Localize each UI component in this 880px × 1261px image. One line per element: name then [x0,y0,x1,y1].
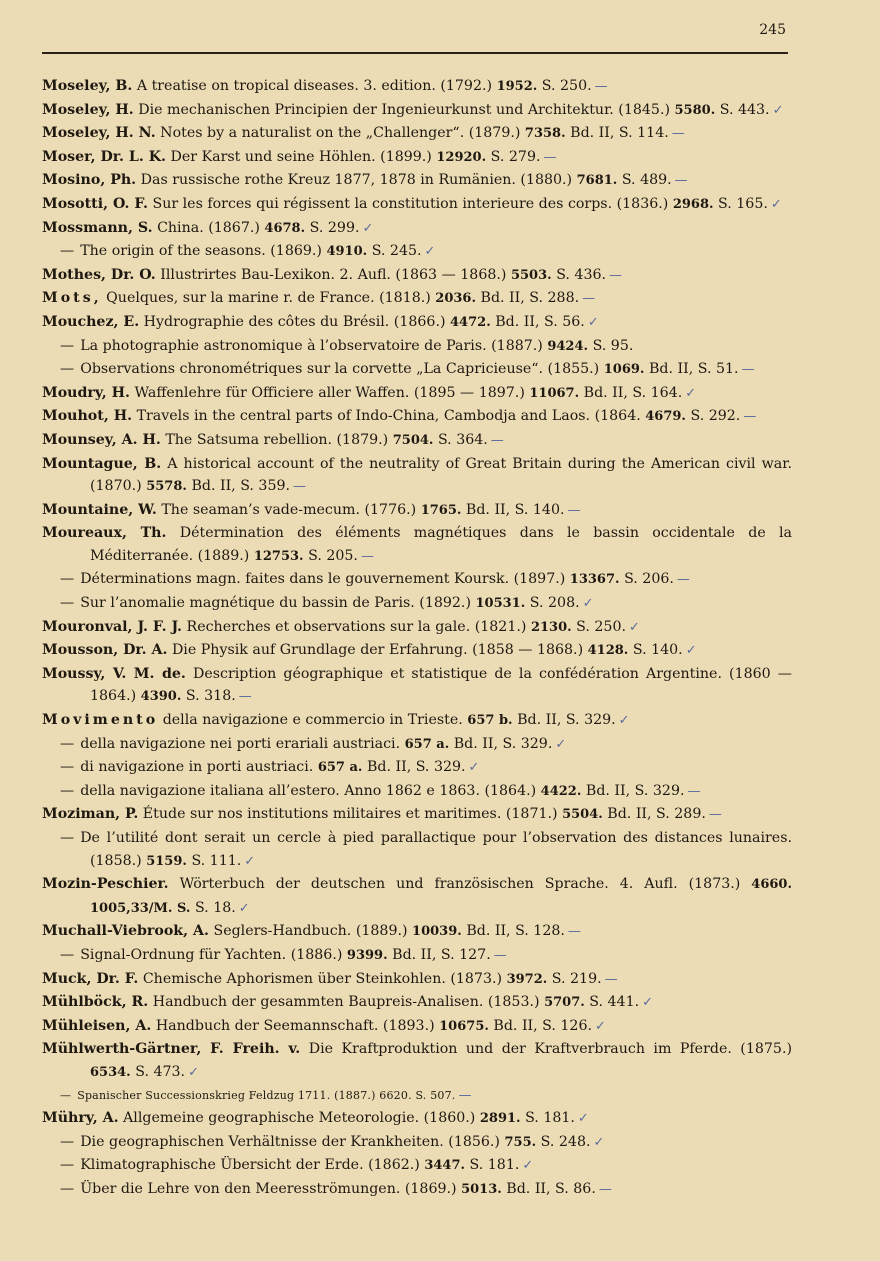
check-mark-icon: ✓ [555,736,567,752]
tick-dash-icon: — [360,548,374,564]
ditto-dash: — [60,1157,75,1174]
catalog-number: 755. [504,1134,537,1150]
page-reference: Bd. II, S. 329. [366,759,466,776]
entry-title: Recherches et observations sur la gale. (1821.) [186,618,527,635]
page-reference: S. 165. [718,195,768,212]
check-mark-icon: ✓ [522,1158,534,1174]
entry-title: A treatise on tropical diseases. 3. edition. (1792.) [136,78,493,94]
entry-title: Sur l’anomalie magnétique du bassin de Paris. (1892.) [80,595,471,612]
entry-author: Moudry, H. [42,384,130,401]
tick-dash-icon: — [741,362,755,378]
sub-entry [42,780,792,804]
catalog-entry [42,663,792,709]
page-reference: S. 250. [576,618,626,635]
catalog-number: 1069. [603,362,645,378]
entry-title: Illustrirtes Bau-Lexikon. 2. Aufl. (1863 — 1868.) [160,266,507,283]
tick-dash-icon: — [598,1181,612,1197]
ditto-dash: — [60,1133,75,1150]
catalog-number: 4660. 1005,33/M. S. [90,877,793,916]
catalog-entry [42,522,792,568]
entry-author: Mouchez, E. [42,313,140,330]
entry-title: Allgemeine geographische Meteorologie. (1860.) [123,1110,476,1127]
page-reference: S. 245. [371,243,422,260]
check-mark-icon: ✓ [577,1111,589,1127]
catalog-number: 657 b. [467,713,513,729]
catalog-entry [42,920,792,944]
page-reference: Bd. II, S. 56. [495,313,585,330]
page-reference: S. 205. [308,547,358,564]
page-reference: Bd. II, S. 289. [607,806,706,823]
catalog-number: 10039. [412,924,462,940]
catalog-number: 4679. [645,409,686,425]
catalog-number: 2968. [672,196,714,212]
entry-author: Moseley, H. [42,101,134,118]
entry-title: Observations chronométriques sur la corvette „La Capricieuse“. (1855.) [80,361,600,378]
catalog-entry [42,709,792,733]
entry-author: Mounsey, A. H. [42,431,161,448]
tick-dash-icon: — [743,409,757,425]
catalog-number: 7504. [392,432,434,448]
entry-title: Waffenlehre für Officiere aller Waffen. (1895 — 1897.) [134,384,525,401]
catalog-number: 5503. [510,267,552,283]
catalog-number: 11067. [529,385,580,401]
entry-author: Moseley, B. [42,78,133,94]
entry-title: Das russische rothe Kreuz 1877, 1878 in Rumänien. (1880.) [140,172,573,189]
catalog-number: 4390. [140,689,182,705]
tick-dash-icon: — [238,689,252,705]
page-reference: Bd. II, S. 114. [570,125,669,142]
entry-author: Moseley, H. N. [42,125,156,142]
tick-dash-icon: — [671,126,685,142]
entry-author: Mühleisen, A. [42,1017,152,1034]
entry-author: Movimento [42,712,159,729]
entry-title: Die mechanischen Principien der Ingenieurkunst und Architektur. (1845.) [138,101,670,118]
check-mark-icon: ✓ [468,760,480,776]
sub-entry [42,1178,792,1202]
catalog-number: 3447. [424,1158,466,1174]
page-reference: S. 436. [556,266,607,283]
entry-title: Sur les forces qui régissent la constitution interieure des corps. (1836.) [152,195,669,212]
catalog-number: 9424. [547,338,589,354]
sub-entry [42,358,792,382]
entry-title: La photographie astronomique à l’observatoire de Paris. (1887.) [80,337,543,354]
check-mark-icon: ✓ [642,995,654,1011]
sub-entry [42,1131,792,1155]
page-reference: S. 443. [719,101,770,118]
catalog-number: 13367. [569,572,620,588]
catalog-entry [42,616,792,640]
tick-dash-icon: — [708,807,722,823]
sub-entry [42,827,792,873]
catalog-entries [42,75,792,1202]
check-mark-icon: ✓ [188,1064,199,1080]
page-reference: S. 206. [624,571,674,588]
catalog-number: 4422. [540,783,582,799]
ditto-dash: — [60,1088,72,1102]
catalog-entry [42,193,792,217]
page-reference: S. 219. [551,970,602,987]
check-mark-icon: ✓ [362,220,374,236]
catalog-entry [42,169,792,193]
entry-title: A historical account of the neutrality of Great Britain during the American civil war. (1870.) [90,455,792,495]
catalog-number: 2130. [530,619,572,635]
sub-entry [42,240,792,264]
page-reference: Bd. II, S. 288. [480,290,580,307]
ditto-dash: — [60,759,75,776]
page-reference: Bd. II, S. 329. [453,735,553,752]
page-reference: Bd. II, S. 126. [493,1017,592,1034]
catalog-number: 6534. [90,1064,131,1080]
catalog-entry [42,1038,792,1084]
check-mark-icon: ✓ [238,900,250,916]
catalog-number: 4472. [450,314,491,330]
check-mark-icon: ✓ [593,1134,605,1150]
check-mark-icon: ✓ [618,713,630,729]
catalog-entry [42,1107,792,1131]
entry-title: della navigazione e commercio in Trieste. [162,712,463,729]
check-mark-icon: ✓ [595,1018,606,1034]
check-mark-icon: ✓ [629,619,640,635]
entry-title: Wörterbuch der deutschen und französischen Sprache. 4. Aufl. (1873.) [179,876,741,893]
page-reference: S. 292. [690,408,741,425]
page-reference: S. 95. [592,337,634,354]
page-reference: Bd. II, S. 51. [648,361,739,378]
catalog-entry [42,499,792,523]
catalog-number: 10675. [439,1018,489,1034]
check-mark-icon: ✓ [587,314,599,330]
entry-title: Handbuch der gesammten Baupreis-Analisen. (1853.) [152,994,540,1011]
catalog-entry [42,75,792,99]
catalog-number: 2036. [435,291,477,307]
page-reference: S. 489. [621,172,672,189]
entry-author: Mousson, Dr. A. [42,642,168,659]
page-reference: S. 181. [525,1110,575,1127]
ditto-dash: — [60,361,75,378]
entry-author: Mosotti, O. F. [42,195,148,212]
entry-author: Mühlböck, R. [42,994,149,1011]
entry-title: Hydrographie des côtes du Brésil. (1866.) [143,313,446,330]
entry-title: The origin of the seasons. (1869.) [80,243,322,260]
catalog-number: 7358. [524,126,566,142]
entry-author: Muck, Dr. F. [42,970,139,987]
sub-entry [42,733,792,757]
tick-dash-icon: — [493,947,507,963]
tick-dash-icon: — [676,572,690,588]
catalog-number: 7681. [576,173,618,189]
catalog-entry [42,311,792,335]
page-reference: S. 250. [541,78,592,94]
catalog-entry [42,873,792,920]
ditto-dash: — [60,243,75,260]
entry-author: Mouronval, J. F. J. [42,618,183,635]
catalog-number: 4910. [326,244,368,260]
entry-title: della navigazione italiana all’estero. Anno 1862 e 1863. (1864.) [80,782,537,799]
page-reference: Bd. II, S. 127. [392,946,491,963]
ditto-dash: — [60,946,75,963]
check-mark-icon: ✓ [582,596,594,612]
page-reference: S. 140. [632,642,683,659]
entry-title: Seglers-Handbuch. (1889.) [213,923,408,940]
tick-dash-icon: — [604,971,618,987]
page-reference: S. 248. [540,1133,591,1150]
entry-title: Détermination des éléments magnétiques dans le bassin occidentale de la Méditerranée. (1889.) [90,525,792,564]
entry-author: Mühry, A. [42,1110,119,1127]
page-reference: S. 279. [490,148,541,165]
catalog-entry [42,405,792,429]
page-reference: Bd. II, S. 329. [517,712,616,729]
entry-title: Travels in the central parts of Indo-China, Cambodja and Laos. (1864. [136,408,641,425]
page-reference: S. 441. [589,994,640,1011]
page-reference: S. 318. [185,688,236,705]
catalog-number: 2891. [479,1111,521,1127]
entry-title: The Satsuma rebellion. (1879.) [165,431,389,448]
tick-dash-icon: — [567,502,581,518]
sub-entry [42,1154,792,1178]
entry-author: Mountaine, W. [42,501,157,518]
tick-dash-icon: — [458,1087,472,1103]
entry-author: Mosino, Ph. [42,172,137,189]
entry-author: Mühlwerth-Gärtner, F. Freih. v. [42,1041,301,1058]
entry-title: Die Kraftproduktion und der Kraftverbrauch im Pferde. (1875.) [308,1041,792,1058]
tick-dash-icon: — [609,267,623,283]
entry-author: Mots, [42,290,102,307]
page-reference: S. 364. [437,431,488,448]
catalog-entry [42,146,792,170]
catalog-entry [42,429,792,453]
catalog-entry [42,99,792,123]
entry-author: Mouhot, H. [42,408,133,425]
entry-title: Notes by a naturalist on the „Challenger“. (1879.) [160,125,521,142]
entry-title: Handbuch der Seemannschaft. (1893.) [155,1017,435,1034]
entry-title: Chemische Aphorismen über Steinkohlen. (1873.) [142,970,503,987]
page-reference: S. 18. [194,899,236,916]
ditto-dash: — [60,1180,75,1197]
page-reference: S. 208. [529,595,580,612]
entry-author: Mothes, Dr. O. [42,266,156,283]
page-reference: S. 181. [469,1157,520,1174]
catalog-number: 12753. [253,548,304,564]
catalog-number: 5707. [544,995,585,1011]
entry-title: Die Physik auf Grundlage der Erfahrung. (1858 — 1868.) [171,642,584,659]
catalog-number: 4128. [587,643,629,659]
page-reference: Bd. II, S. 329. [585,782,685,799]
entry-author: Mossmann, S. [42,219,153,236]
check-mark-icon: ✓ [685,643,697,659]
entry-title: di navigazione in porti austriaci. [80,759,314,776]
catalog-number: 5580. [674,102,716,118]
catalog-number: 1952. [496,79,538,94]
ditto-dash: — [60,830,75,846]
entry-title: De l’utilité dont serait un cercle à pied parallactique pour l’observation des distances lunaires. (1858.) [80,830,792,869]
catalog-entry [42,639,792,663]
entry-title: Description géographique et statistique de la confédération Argentine. (1860 — 1864.) [90,665,792,705]
check-mark-icon: ✓ [685,385,697,401]
ditto-dash: — [60,735,75,752]
ditto-dash: — [60,337,75,354]
ditto-dash: — [60,595,75,612]
sub-entry [42,1085,792,1108]
entry-author: Moureaux, Th. [42,525,167,542]
catalog-number: 5013. [461,1181,502,1197]
page-reference: Bd. II, S. 128. [466,923,565,940]
entry-author: Moussy, V. M. de. [42,665,186,682]
catalog-number: 1765. [420,502,462,518]
catalog-entry [42,453,792,499]
entry-author: Mozin-Peschier. [42,876,169,893]
entry-author: Moser, Dr. L. K. [42,148,166,165]
catalog-entry [42,991,792,1015]
catalog-number: 9399. [346,947,388,963]
entry-title: Quelques, sur la marine r. de France. (1818.) [106,290,431,307]
entry-title: della navigazione nei porti erariali austriaci. [80,735,401,752]
check-mark-icon: ✓ [772,102,784,118]
entry-title: Klimatographische Übersicht der Erde. (1862.) [80,1157,420,1174]
page-number: 245 [759,22,786,38]
tick-dash-icon: — [594,79,608,94]
tick-dash-icon: — [490,432,504,448]
tick-dash-icon: — [567,924,581,940]
page-reference: Bd. II, S. 86. [506,1180,596,1197]
catalog-entry [42,287,792,311]
catalog-entry [42,217,792,241]
tick-dash-icon: — [582,291,596,307]
check-mark-icon: ✓ [770,196,782,212]
entry-author: Muchall-Viebrook, A. [42,923,209,940]
entry-title: Déterminations magn. faites dans le gouvernement Koursk. (1897.) [80,571,566,588]
sub-entry [42,568,792,592]
catalog-number: 5159. [146,853,187,869]
page-reference: Bd. II, S. 359. [191,478,291,495]
tick-dash-icon: — [543,149,557,165]
page-reference: S. 111. [191,852,242,869]
header-rule [42,52,788,54]
catalog-entry [42,264,792,288]
ditto-dash: — [60,571,75,588]
page-reference: Bd. II, S. 140. [465,501,565,518]
sub-entry [42,944,792,968]
catalog-number: 10531. [475,596,526,612]
tick-dash-icon: — [293,479,307,495]
page-reference: S. 299. [309,219,360,236]
catalog-entry [42,382,792,406]
check-mark-icon: ✓ [424,244,436,260]
catalog-number: 12920. [436,149,487,165]
sub-entry [42,335,792,359]
catalog-entry [42,803,792,827]
entry-author: Moziman, P. [42,806,139,823]
page-reference: Bd. II, S. 164. [583,384,683,401]
catalog-entry [42,122,792,146]
entry-title: Étude sur nos institutions militaires et maritimes. (1871.) [142,806,558,823]
entry-title: Spanischer Successionskrieg Feldzug 1711. (1887.) 6620. S. 507. [77,1088,456,1102]
entry-title: The seaman’s vade-mecum. (1776.) [161,501,417,518]
entry-author: Mountague, B. [42,455,162,472]
tick-dash-icon: — [687,783,701,799]
catalog-number: 657 a. [317,760,363,776]
entry-title: Signal-Ordnung für Yachten. (1886.) [80,946,343,963]
catalog-number: 3972. [506,971,548,987]
ditto-dash: — [60,782,75,799]
entry-title: Über die Lehre von den Meeresströmungen. (1869.) [80,1180,457,1197]
sub-entry [42,756,792,780]
entry-title: Die geographischen Verhältnisse der Krankheiten. (1856.) [80,1133,500,1150]
catalog-entry [42,1015,792,1039]
page-reference: S. 473. [135,1063,186,1080]
check-mark-icon: ✓ [244,853,256,869]
entry-title: China. (1867.) [157,219,260,236]
catalog-number: 657 a. [404,736,450,752]
catalog-number: 5504. [562,807,603,823]
entry-title: Der Karst und seine Höhlen. (1899.) [170,148,432,165]
catalog-number: 4678. [264,220,306,236]
catalog-number: 5578. [146,479,187,495]
catalog-entry [42,968,792,992]
sub-entry [42,592,792,616]
tick-dash-icon: — [674,173,688,189]
